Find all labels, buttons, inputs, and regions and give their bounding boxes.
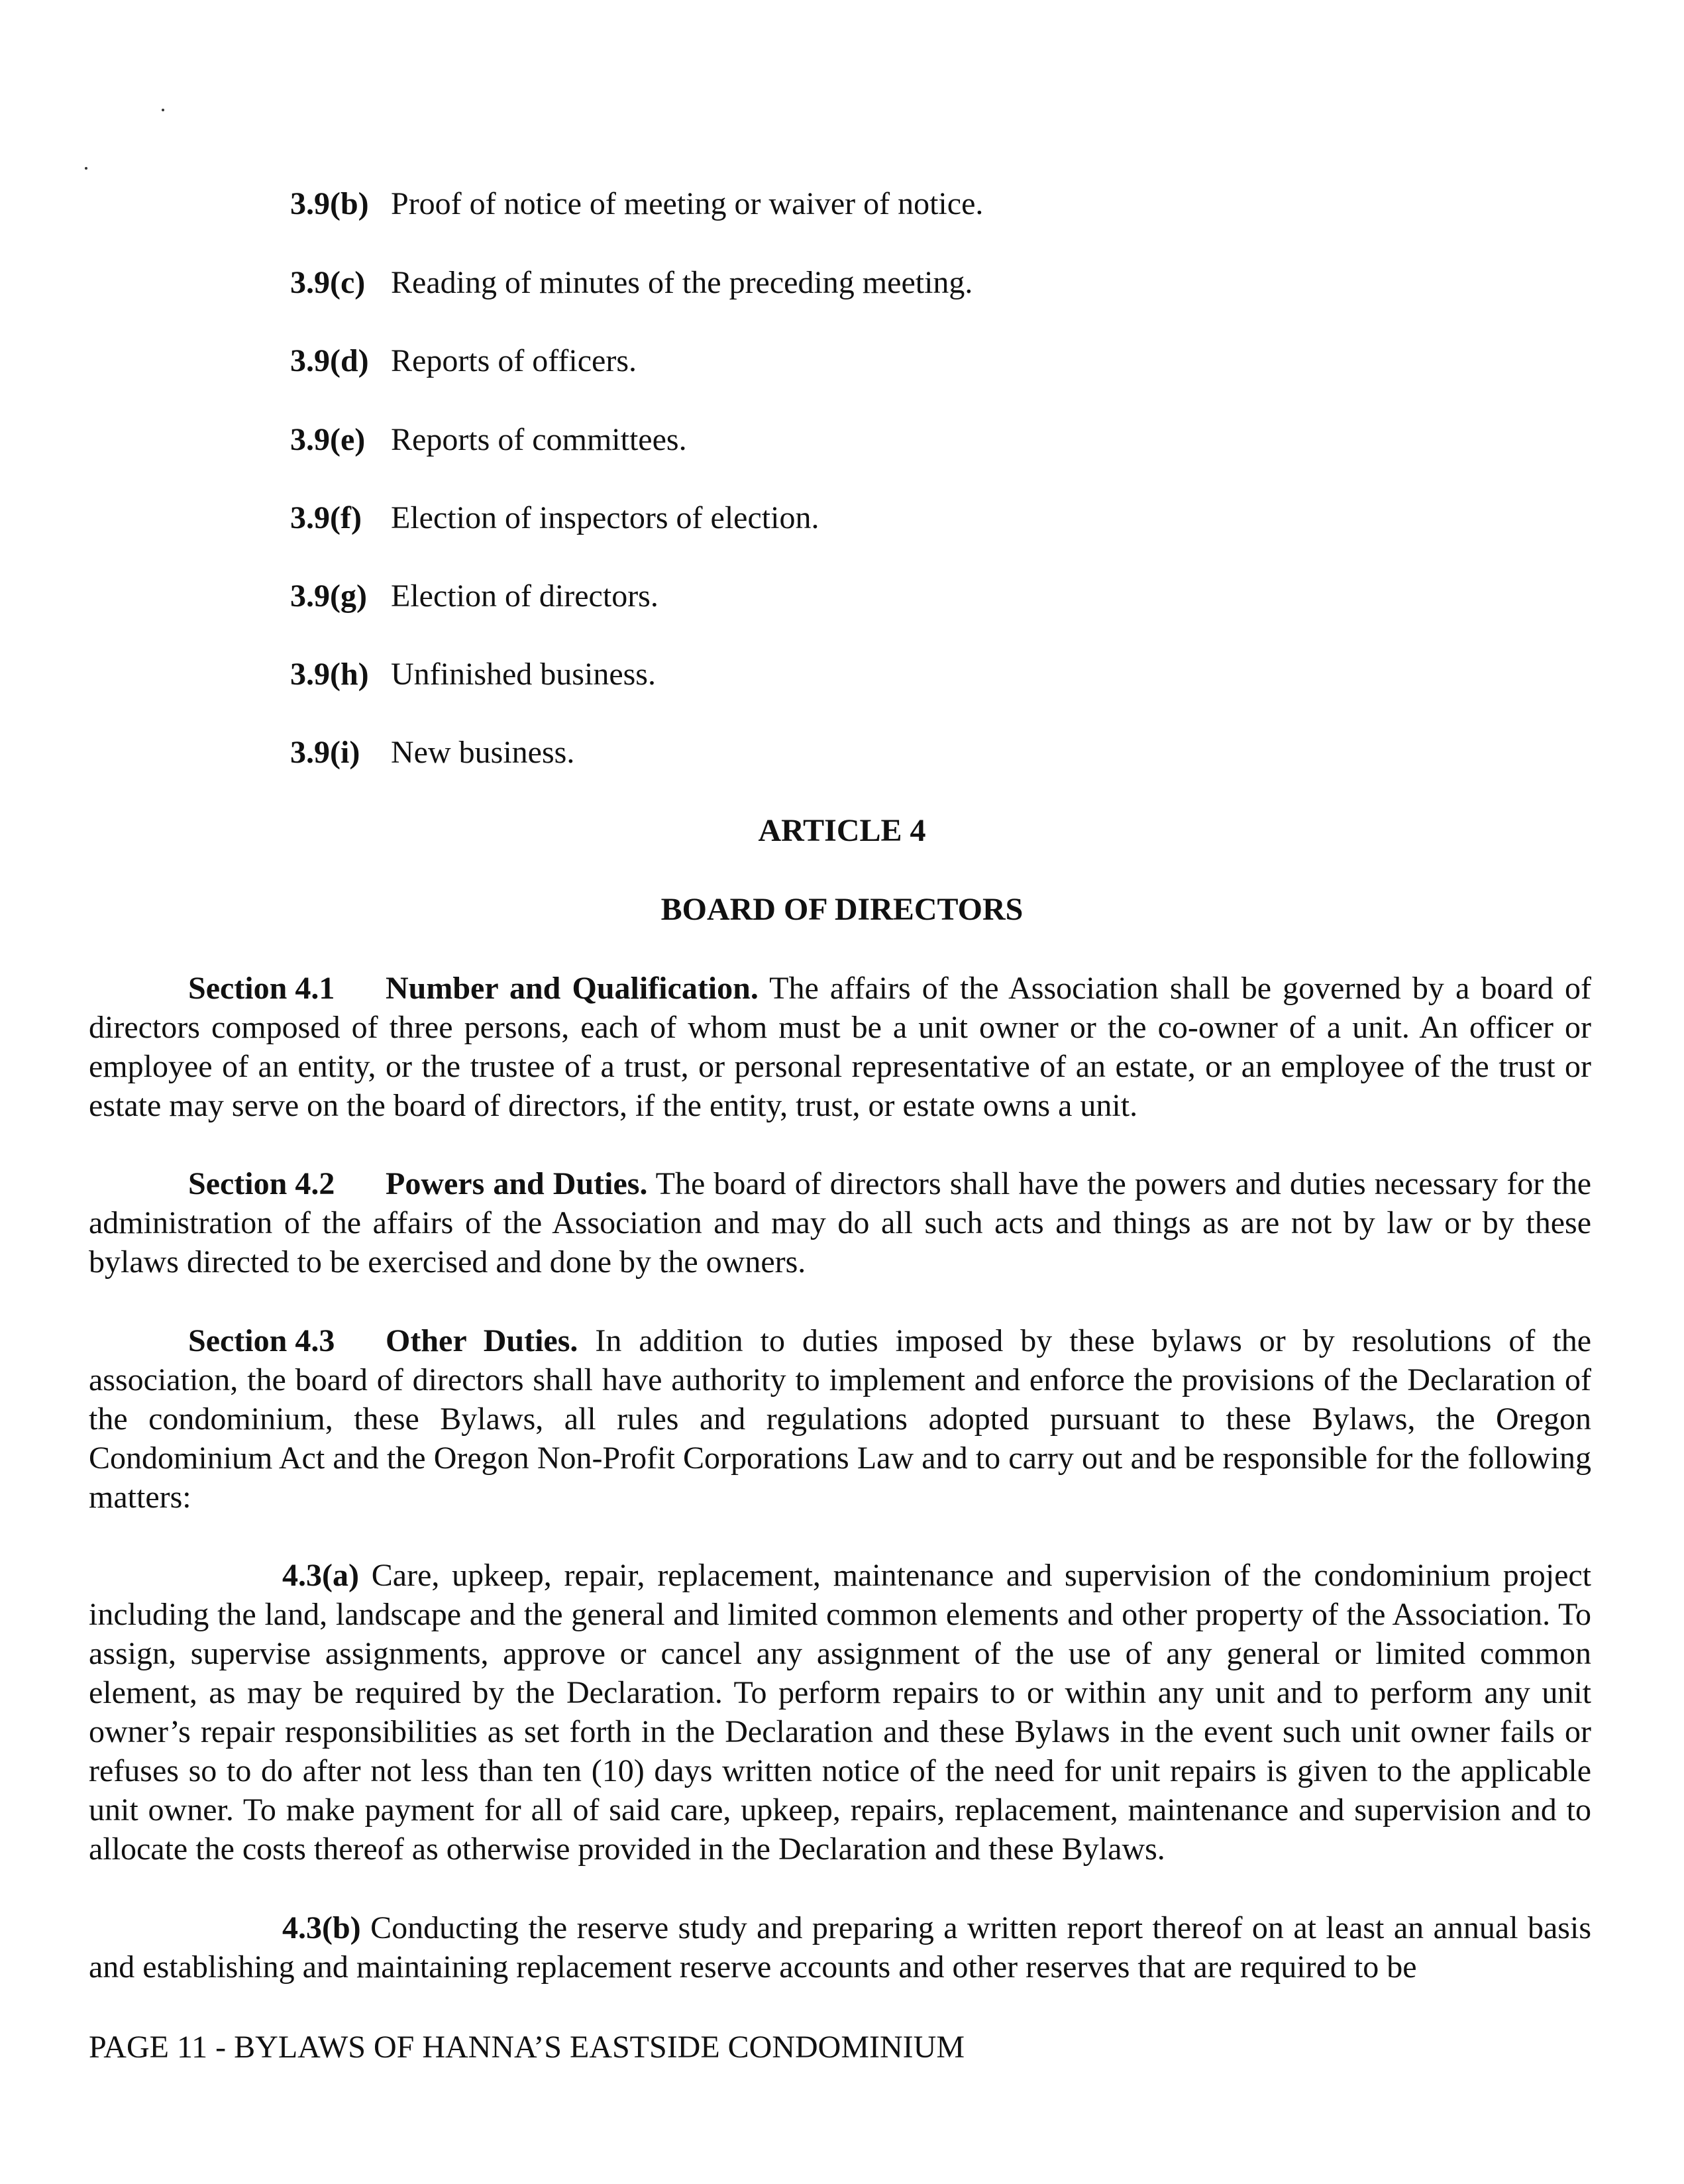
section-body: The board of directors shall have the powers and duties necessary for the administration of the affairs of the Association and may do all such acts and things as are not by law or by these bylaws directed to be exercised and done by the owners. (89, 1166, 1591, 1280)
agenda-item-text: Reports of officers. (391, 343, 637, 378)
section-title: Number and Qualification. (386, 971, 759, 1006)
section-4-3 (89, 1321, 1591, 1517)
agenda-item-number: 3.9(d) (290, 343, 369, 378)
agenda-item-number: 3.9(e) (290, 422, 366, 457)
scan-speck (85, 167, 87, 170)
subsection-number: 4.3(a) (282, 1558, 359, 1593)
subsection-4-3-a (89, 1556, 1591, 1869)
agenda-item-text: Unfinished business. (391, 657, 656, 692)
section-body: The affairs of the Association shall be governed by a board of directors composed of three persons, each of whom must be a unit owner or the co-owner of a unit. An officer or employee of an entity, or the trustee of a trust, or personal representative of an estate, or an employee of the trust or estate may serve on the board of directors, if the entity, trust, or estate owns a unit. (89, 971, 1591, 1123)
section-number: Section 4.1 (188, 971, 335, 1006)
agenda-item-number: 3.9(c) (290, 265, 366, 300)
agenda-item-number: 3.9(g) (290, 578, 367, 614)
section-4-2 (89, 1164, 1591, 1282)
subsection-4-3-b (89, 1908, 1591, 1987)
article-label: ARTICLE 4 (758, 813, 926, 848)
agenda-item (290, 655, 656, 694)
subsection-body: Care, upkeep, repair, replacement, maintenance and supervision of the condominium project including the land, landscape and the general and limited common elements and other property of the Association. To assign, supervise assignments, approve or cancel any assignment of the use of any general or limited common element, as may be required by the Declaration. To perform repairs to or within any unit and to perform any unit owner’s repair responsibilities as set forth in the Declaration and these Bylaws in the event such unit owner fails or refuses so to do after not less than ten (10) days written notice of the need for unit repairs is given to the applicable unit owner. To make payment for all of said care, upkeep, repairs, replacement, maintenance and supervision and to allocate the costs thereof as otherwise provided in the Declaration and these Bylaws. (89, 1558, 1592, 1867)
section-number: Section 4.2 (188, 1166, 335, 1201)
agenda-item-text: Election of directors. (391, 578, 658, 614)
section-body: In addition to duties imposed by these bylaws or by resolutions of the association, the board of directors shall have authority to implement and enforce the provisions of the Declaration of the condominium, these Bylaws, all rules and regulations adopted pursuant to these Bylaws, the Oregon Condominium Act and the Oregon Non-Profit Corporations Law and to carry out and be responsible for the following matters: (89, 1323, 1591, 1515)
agenda-item (290, 184, 983, 224)
agenda-item (290, 498, 819, 538)
scan-speck (162, 109, 164, 111)
agenda-item (290, 733, 574, 773)
agenda-item-text: Reports of committees. (391, 422, 687, 457)
agenda-item-number: 3.9(b) (290, 186, 369, 221)
agenda-item-text: Election of inspectors of election. (391, 500, 819, 535)
agenda-item (290, 263, 973, 303)
agenda-item-number: 3.9(i) (290, 735, 360, 770)
subsection-number: 4.3(b) (282, 1910, 361, 1945)
section-number: Section 4.3 (188, 1323, 335, 1358)
subsection-body: Conducting the reserve study and preparing a written report thereof on at least an annual basis and establishing and maintaining replacement reserve accounts and other reserves that are required to be (89, 1910, 1591, 1985)
section-title: Other Duties. (386, 1323, 578, 1358)
agenda-item (290, 420, 687, 460)
page-footer: PAGE 11 - BYLAWS OF HANNA’S EASTSIDE CONDOMINIUM (89, 2030, 965, 2065)
agenda-item-number: 3.9(f) (290, 500, 362, 535)
agenda-item (290, 341, 637, 381)
article-title: BOARD OF DIRECTORS (660, 892, 1024, 927)
section-title: Powers and Duties. (386, 1166, 648, 1201)
agenda-item-text: Reading of minutes of the preceding meeting. (391, 265, 973, 300)
agenda-item (290, 576, 658, 616)
agenda-item-text: Proof of notice of meeting or waiver of notice. (391, 186, 984, 221)
agenda-item-text: New business. (391, 735, 575, 770)
agenda-item-number: 3.9(h) (290, 657, 369, 692)
section-4-1 (89, 969, 1591, 1125)
